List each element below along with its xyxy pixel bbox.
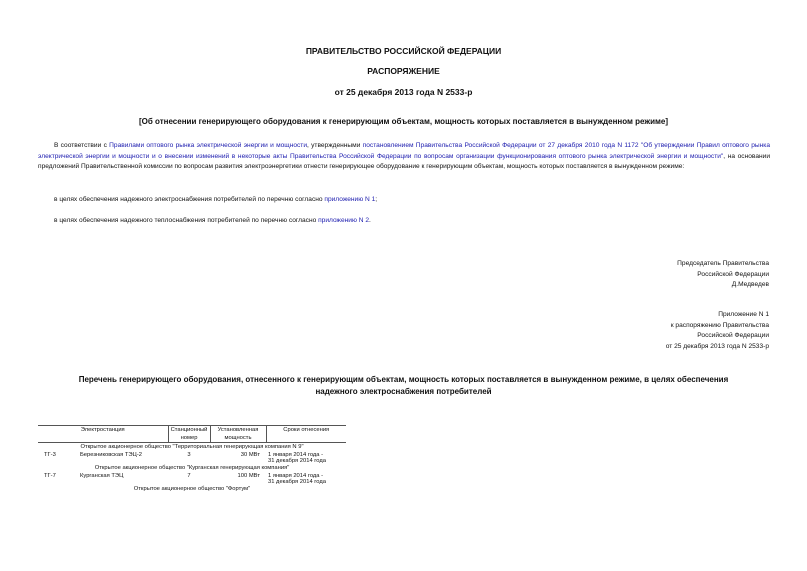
signature-name: Д.Медведев xyxy=(731,281,769,288)
government-heading: ПРАВИТЕЛЬСТВО РОССИЙСКОЙ ФЕДЕРАЦИИ xyxy=(305,46,502,56)
signature-block xyxy=(677,259,769,291)
document-title: [Об отнесении генерирующего оборудования к генерирующим объектам, мощность которых поставляется в вынужденном режиме] xyxy=(138,117,669,126)
cell-period-start: 1 января 2014 года - xyxy=(268,452,324,458)
table-row xyxy=(38,473,346,485)
preamble-text-1: В соответствии с xyxy=(54,142,110,149)
cell-station: Березниковская ТЭЦ-2 xyxy=(80,452,142,458)
company-name: Открытое акционерное общество "Территориальная генерирующая компания N 9" xyxy=(80,444,304,450)
cell-capacity: 30 МВт xyxy=(240,452,260,458)
appendix-label: Приложение N 1 xyxy=(718,311,769,318)
appendix-2-link[interactable]: приложению N 2 xyxy=(318,217,369,224)
company-row xyxy=(38,443,346,453)
cell-period-end: 31 декабря 2014 года xyxy=(268,479,326,485)
document-type: РАСПОРЯЖЕНИЕ xyxy=(367,66,440,76)
list-caption-line-2: надежного электроснабжения потребителей xyxy=(315,386,492,396)
signature-position: Председатель Правительства xyxy=(677,260,769,267)
header-number-l1: Станционный xyxy=(170,427,208,433)
list-caption-line-1: Перечень генерирующего оборудования, отнесенного к генерирующим объектам, мощность которых поставляется в вынужденном режиме, в целях обеспечения xyxy=(78,375,729,384)
item-tail: ; xyxy=(375,196,378,203)
cell-period-end: 31 декабря 2014 года xyxy=(268,458,326,464)
header-number-l2: номер xyxy=(180,435,198,441)
appendix-date: от 25 декабря 2013 года N 2533-р xyxy=(665,342,769,350)
appendix-reference xyxy=(666,310,769,352)
cell-number: 7 xyxy=(187,473,191,479)
list-caption xyxy=(0,374,807,397)
item-text: в целях обеспечения надежного электроснабжения потребителей по перечню согласно xyxy=(54,196,325,203)
header-station: Электростанция xyxy=(38,426,168,443)
preamble-text-2: , утвержденными xyxy=(307,142,363,149)
cell-code: ТГ-3 xyxy=(44,452,56,458)
table-header-row xyxy=(38,426,346,443)
header-number xyxy=(168,426,210,443)
preamble-text-3: , на основании предложений Правительственной комиссии по вопросам развития электроэнергетики отнести генерирующее оборудование к генерирующим объектам, мощность которых поставляется в вынужденном режиме: xyxy=(38,152,771,170)
appendix-line-3: Российской Федерации xyxy=(697,332,769,339)
document-date-number: от 25 декабря 2013 года N 2533-р xyxy=(334,87,473,97)
equipment-table xyxy=(38,425,346,494)
cell-capacity: 100 МВт xyxy=(237,473,260,479)
company-name: Открытое акционерное общество "Курганская генерирующая компания" xyxy=(94,465,290,471)
cell-period-start: 1 января 2014 года - xyxy=(268,473,324,479)
cell-number: 3 xyxy=(187,452,191,458)
header-period: Сроки отнесения xyxy=(266,426,346,443)
cell-code: ТГ-7 xyxy=(44,473,56,479)
list-item xyxy=(54,216,371,227)
list-item xyxy=(54,195,377,206)
cell-period xyxy=(266,452,346,464)
preamble-paragraph xyxy=(38,141,770,173)
cell-period xyxy=(266,473,346,485)
rules-link[interactable]: Правилами оптового рынка электрической энергии и мощности xyxy=(109,142,308,149)
header-capacity-l2: мощность xyxy=(224,435,252,441)
item-tail: . xyxy=(369,217,371,224)
company-name: Открытое акционерное общество "Фортум" xyxy=(133,486,251,492)
company-row xyxy=(38,485,346,494)
appendix-1-link[interactable]: приложению N 1 xyxy=(324,196,376,203)
header-capacity-l1: Установленная xyxy=(217,427,259,433)
signature-country: Российской Федерации xyxy=(697,270,769,278)
cell-station: Курганская ТЭЦ xyxy=(80,473,124,479)
header-capacity xyxy=(210,426,266,443)
resolution-link[interactable]: постановлением Правительства Российской Федерации от 27 декабря 2010 года N 1172 "Об утверждении Правил оптового рынка электрической энергии и мощности и о внесении изменений в некоторые акты Правительства Российской Федерации по вопросам организации функционирования оптового рынка электрической энергии и мощности" xyxy=(38,142,770,160)
item-text: в целях обеспечения надежного теплоснабжения потребителей по перечню согласно xyxy=(54,217,319,224)
appendix-line-2: к распоряжению Правительства xyxy=(670,321,769,329)
table-row xyxy=(38,452,346,464)
company-row xyxy=(38,464,346,473)
